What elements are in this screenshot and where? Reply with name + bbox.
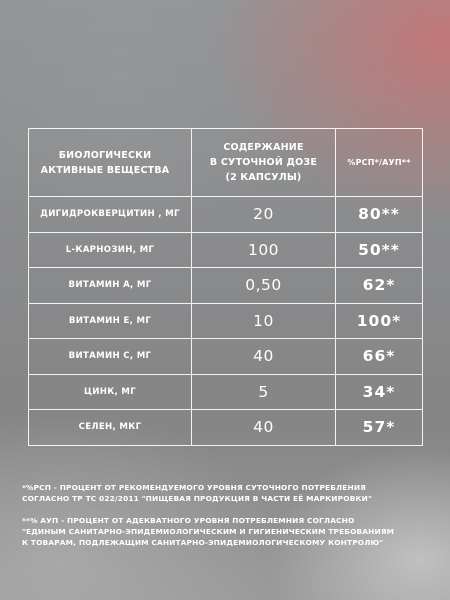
substance-percent: 66* [335, 339, 422, 374]
substance-percent: 62* [335, 268, 422, 303]
substance-percent: 57* [335, 410, 422, 445]
substance-name: ДИГИДРОКВЕРЦИТИН , МГ [40, 209, 180, 220]
table-row [29, 267, 422, 303]
header-substances [29, 129, 191, 196]
footnote-line: К ТОВАРАМ, ПОДЛЕЖАЩИМ САНИТАРНО-ЭПИДЕМИОЛОГИЧЕСКОМУ КОНТРОЛЮ" [22, 538, 384, 547]
table-row [29, 196, 422, 232]
header-substances-line: АКТИВНЫЕ ВЕЩЕСТВА [40, 164, 170, 176]
table-row [29, 303, 422, 339]
header-content-line: В СУТОЧНОЙ ДОЗЕ [209, 157, 318, 168]
substance-name: ВИТАМИН С, МГ [68, 351, 152, 362]
footnote-rsp [22, 482, 432, 504]
footnotes [22, 482, 432, 559]
header-content [191, 129, 335, 196]
header-percent: %РСП*/АУП** [335, 129, 422, 196]
header-substances-line: БИОЛОГИЧЕСКИ [58, 149, 152, 161]
table-row [29, 409, 422, 445]
substance-value: 40 [191, 410, 335, 445]
nutrition-table [28, 128, 423, 446]
substance-value: 0,50 [191, 268, 335, 303]
substance-value: 5 [191, 375, 335, 410]
substance-name: СЕЛЕН, МКГ [78, 422, 142, 433]
table-row [29, 232, 422, 268]
footnote-line: *%РСП - ПРОЦЕНТ ОТ РЕКОМЕНДУЕМОГО УРОВНЯ СУТОЧНОГО ПОТРЕБЛЕНИЯ [22, 483, 366, 492]
substance-name: ВИТАМИН А, МГ [68, 280, 152, 291]
substance-value: 100 [191, 233, 335, 268]
substance-percent: 34* [335, 375, 422, 410]
header-content-line: (2 КАПСУЛЫ) [225, 172, 302, 183]
table-row [29, 338, 422, 374]
substance-percent: 100* [335, 304, 422, 339]
footnote-line: СОГЛАСНО ТР ТС 022/2011 "ПИЩЕВАЯ ПРОДУКЦИЯ В ЧАСТИ ЕЁ МАРКИРОВКИ" [22, 494, 372, 503]
footnote-aup [22, 515, 432, 548]
footnote-line: "ЕДИНЫМ САНИТАРНО-ЭПИДЕМИОЛОГИЧЕСКИМ И ГИГИЕНИЧЕСКИМ ТРЕБОВАНИЯМ [22, 527, 395, 536]
substance-value: 10 [191, 304, 335, 339]
substance-percent: 80** [335, 197, 422, 232]
substance-value: 20 [191, 197, 335, 232]
table-row [29, 374, 422, 410]
substance-percent: 50** [335, 233, 422, 268]
substance-name: ВИТАМИН Е, МГ [68, 315, 152, 326]
header-content-line: СОДЕРЖАНИЕ [223, 142, 304, 153]
substance-name: ЦИНК, МГ [83, 386, 137, 397]
footnote-line: **% АУП - ПРОЦЕНТ ОТ АДЕКВАТНОГО УРОВНЯ ПОТРЕБЛЕМНИЯ СОГЛАСНО [22, 516, 355, 525]
table-header-row [29, 129, 422, 196]
substance-name: L-КАРНОЗИН, МГ [65, 244, 155, 255]
substance-value: 40 [191, 339, 335, 374]
